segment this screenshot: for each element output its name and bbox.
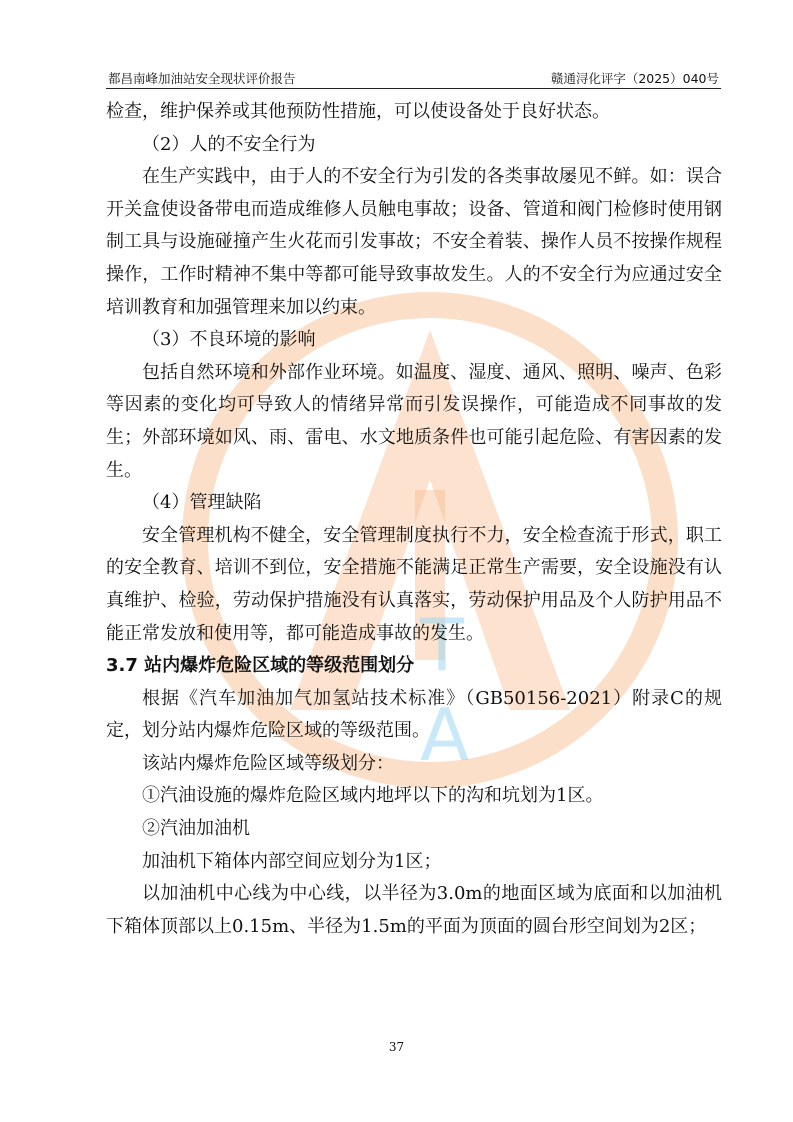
list-item-2: ②汽油加油机 xyxy=(142,818,250,840)
page-number: 37 xyxy=(388,1040,405,1054)
paragraph-standard-reference: 根据《汽车加油加气加氢站技术标准》（GB50156-2021）附录C的规定，划分站内爆炸危险区域的等级范围。 xyxy=(106,687,722,742)
paragraph-zone-classification: 该站内爆炸危险区域等级划分： xyxy=(142,752,394,774)
paragraph-dispenser-zone-1: 加油机下箱体内部空间应划分为1区； xyxy=(142,850,442,872)
document-body xyxy=(106,96,722,943)
report-number: 赣通浔化评字（2025）040号 xyxy=(550,71,719,86)
svg-text:T: T xyxy=(420,603,464,687)
svg-text:A: A xyxy=(420,693,470,777)
subheading-unsafe-behavior: （2）人的不安全行为 xyxy=(142,133,316,155)
paragraph-environment: 包括自然环境和外部作业环境。如温度、湿度、通风、照明、噪声、色彩等因素的变化均可导致人的情绪异常而引发误操作，可能造成不同事故的发生；外部环境如风、雨、雷电、水文地质条件也可能引起危险、有害因素的发生。 xyxy=(106,361,722,481)
page-header xyxy=(106,66,721,89)
list-item-1: ①汽油设施的爆炸危险区域内地坪以下的沟和坑划为1区。 xyxy=(142,785,604,807)
section-heading-3-7: 3.7 站内爆炸危险区域的等级范围划分 xyxy=(106,655,415,677)
paragraph-dispenser-zone-2: 以加油机中心线为中心线，以半径为3.0m的地面区域为底面和以加油机下箱体顶部以上0.15m、半径为1.5m的平面为顶面的圆台形空间划为2区； xyxy=(106,883,722,937)
paragraph-continued: 检查，维护保养或其他预防性措施，可以使设备处于良好状态。 xyxy=(106,101,610,122)
paragraph-unsafe-behavior: 在生产实践中，由于人的不安全行为引发的各类事故屡见不鲜。如：误合开关盒使设备带电而造成维修人员触电事故；设备、管道和阀门检修时使用钢制工具与设施碰撞产生火花而引发事故；不安全着装、操作人员不按操作规程操作，工作时精神不集中等都可能导致事故发生。人的不安全行为应通过安全培训教育和加强管理来加以约束。 xyxy=(106,166,722,318)
report-title: 都昌南峰加油站安全现状评价报告 xyxy=(108,71,296,86)
paragraph-management: 安全管理机构不健全，安全管理制度执行不力，安全检查流于形式，职工的安全教育、培训不到位，安全措施不能满足正常生产需要，安全设施没有认真维护、检验，劳动保护措施没有认真落实，劳动保护用品及个人防护用品不能正常发放和使用等，都可能造成事故的发生。 xyxy=(106,524,722,644)
subheading-management: （4）管理缺陷 xyxy=(142,492,262,514)
subheading-environment: （3）不良环境的影响 xyxy=(142,329,316,351)
